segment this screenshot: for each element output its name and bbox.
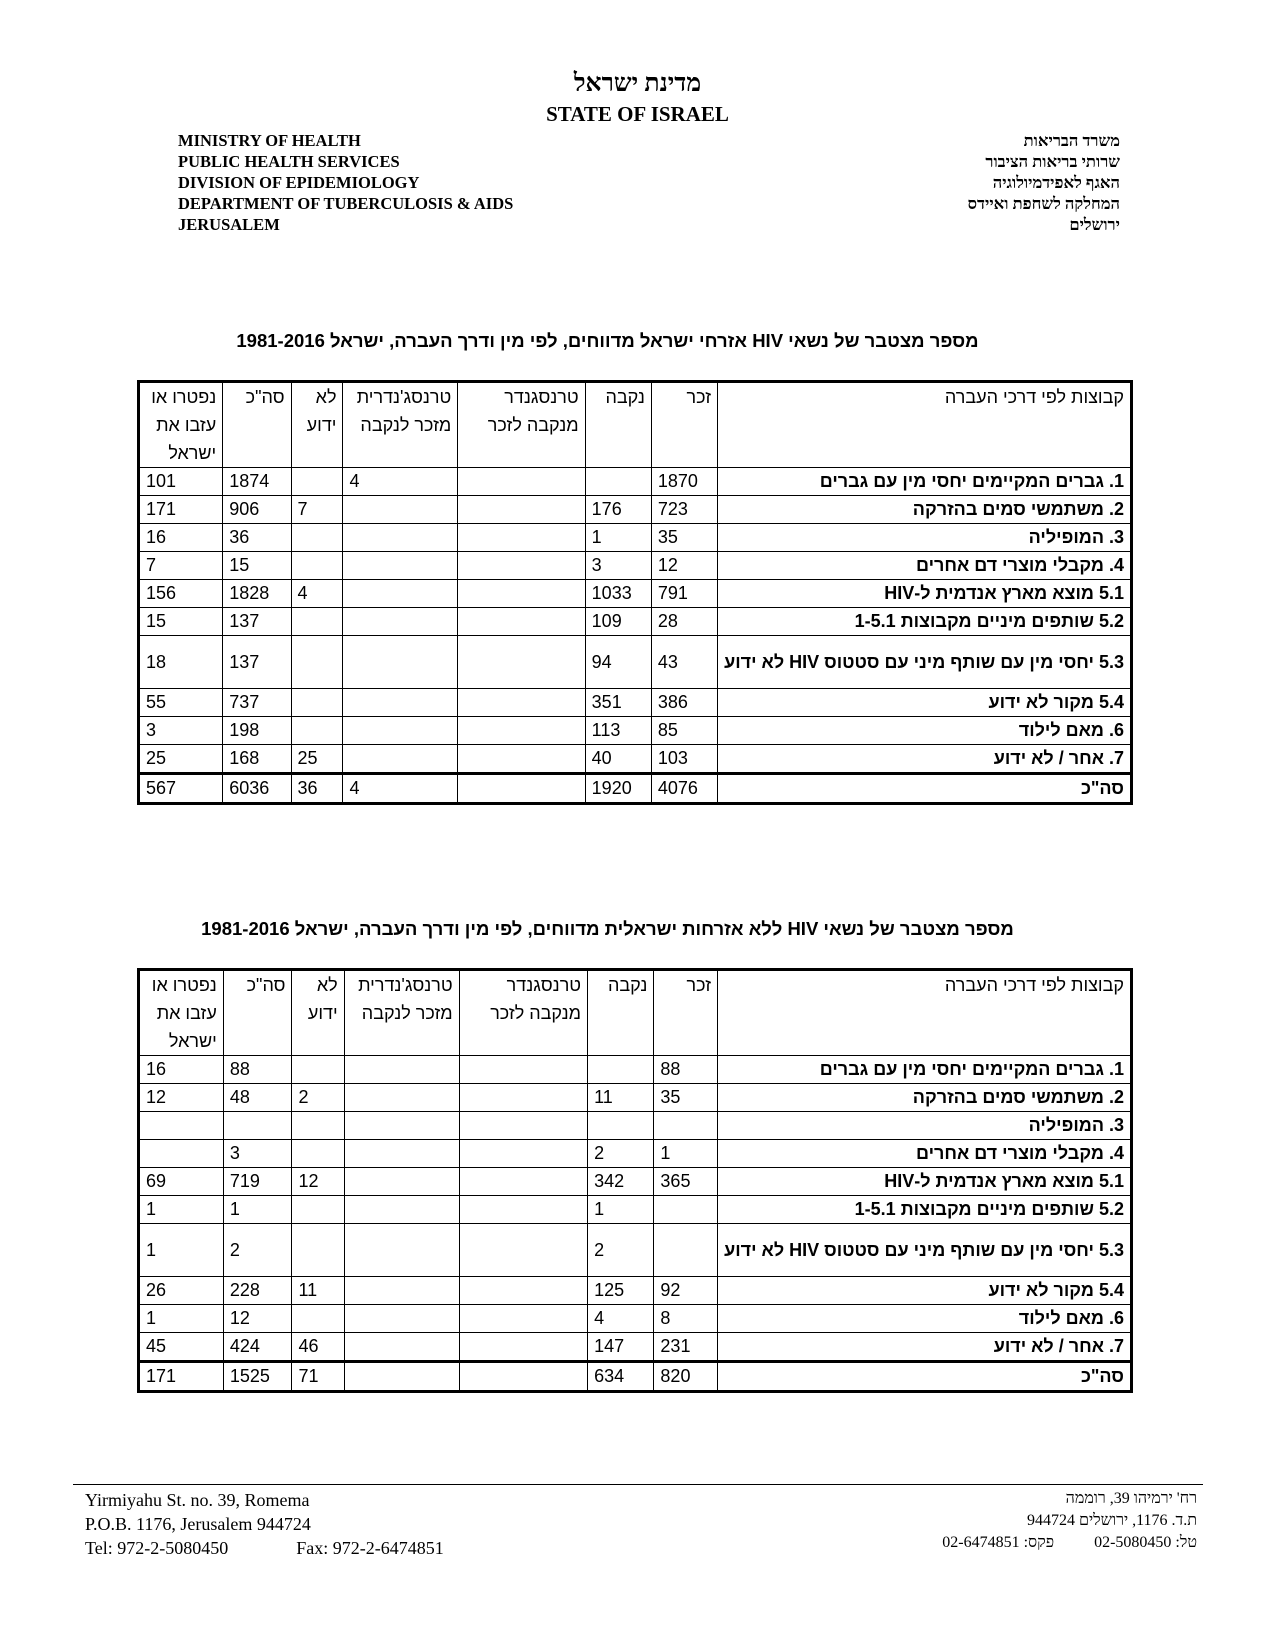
value-cell: 2 [292, 1084, 344, 1112]
value-cell: 176 [585, 496, 651, 524]
value-cell: 4 [291, 580, 343, 608]
value-cell: 12 [292, 1168, 344, 1196]
value-cell: 634 [588, 1362, 654, 1392]
value-cell: 1 [585, 524, 651, 552]
value-cell [344, 1362, 459, 1392]
value-cell: 48 [223, 1084, 292, 1112]
group-label-cell: 6. מאם לילוד [718, 717, 1132, 745]
value-cell: 92 [654, 1277, 718, 1305]
header-line: JERUSALEM [178, 215, 280, 234]
value-cell: 11 [588, 1084, 654, 1112]
column-header: סה"כ [223, 970, 292, 1056]
value-cell [459, 1305, 587, 1333]
value-cell [344, 1084, 459, 1112]
table-row [139, 1140, 1132, 1168]
group-label-cell: 5.3 יחסי מין עם שותף מיני עם סטטוס HIV לא ידוע [718, 636, 1132, 689]
table-row [139, 1084, 1132, 1112]
value-cell: 424 [223, 1333, 292, 1362]
value-cell: 171 [139, 1362, 224, 1392]
value-cell: 55 [139, 689, 223, 717]
column-header: טרנסג'נדרית מזכר לנקבה [343, 382, 458, 468]
value-cell: 342 [588, 1168, 654, 1196]
column-header: נפטרו או עזבו את ישראל [139, 970, 224, 1056]
column-header: לא ידוע [291, 382, 343, 468]
value-cell: 16 [139, 1056, 224, 1084]
table-row [139, 717, 1132, 745]
value-cell: 2 [223, 1224, 292, 1277]
value-cell [588, 1112, 654, 1140]
header-line: האגף לאפידמיולוגיה [992, 173, 1120, 192]
value-cell [292, 1056, 344, 1084]
value-cell: 737 [223, 689, 291, 717]
value-cell [292, 1224, 344, 1277]
value-cell [458, 552, 585, 580]
group-label-cell: 5.4 מקור לא ידוע [718, 1277, 1132, 1305]
ministry-header-hebrew [968, 130, 1120, 235]
table-row [139, 1305, 1132, 1333]
value-cell [459, 1168, 587, 1196]
table-title-non-citizens: מספר מצטבר של נשאי HIV ללא אזרחות ישראלית מדווחים, לפי מין ודרך העברה, ישראל 1981-2016 [201, 918, 1014, 939]
header-line: DEPARTMENT OF TUBERCULOSIS & AIDS [178, 194, 514, 213]
value-cell: 1 [223, 1196, 292, 1224]
table-header-row [139, 970, 1132, 1056]
value-cell: 7 [291, 496, 343, 524]
value-cell [459, 1333, 587, 1362]
value-cell: 88 [223, 1056, 292, 1084]
value-cell: 12 [651, 552, 717, 580]
value-cell: 35 [654, 1084, 718, 1112]
value-cell [654, 1224, 718, 1277]
group-label-cell: סה"כ [718, 774, 1132, 804]
column-header: טרנסגנדר מנקבה לזכר [458, 382, 585, 468]
value-cell: 4 [343, 774, 458, 804]
value-cell: 12 [223, 1305, 292, 1333]
value-cell [343, 689, 458, 717]
value-cell: 26 [139, 1277, 224, 1305]
ministry-header-english [178, 130, 513, 235]
value-cell [458, 468, 585, 496]
table-header-row [139, 382, 1132, 468]
value-cell: 365 [654, 1168, 718, 1196]
table-row [139, 1333, 1132, 1362]
table-row [139, 1224, 1132, 1277]
table-row [139, 1196, 1132, 1224]
value-cell [344, 1277, 459, 1305]
value-cell [585, 468, 651, 496]
footer-contact [85, 1536, 444, 1560]
value-cell: 137 [223, 608, 291, 636]
hiv-non-citizens-table [137, 968, 1133, 1393]
value-cell [344, 1056, 459, 1084]
table-row [139, 468, 1132, 496]
value-cell: 2 [588, 1224, 654, 1277]
value-cell [458, 689, 585, 717]
column-header: נקבה [585, 382, 651, 468]
value-cell: 351 [585, 689, 651, 717]
value-cell: 791 [651, 580, 717, 608]
value-cell [291, 552, 343, 580]
group-label-cell: 7. אחר / לא ידוע [718, 1333, 1132, 1362]
value-cell [654, 1112, 718, 1140]
table-row [139, 580, 1132, 608]
group-label-cell: 2. משתמשי סמים בהזרקה [718, 1084, 1132, 1112]
value-cell: 15 [223, 552, 291, 580]
value-cell: 94 [585, 636, 651, 689]
value-cell: 156 [139, 580, 223, 608]
table-row [139, 1277, 1132, 1305]
value-cell: 1920 [585, 774, 651, 804]
value-cell: 1 [139, 1305, 224, 1333]
group-label-cell: 1. גברים המקיימים יחסי מין עם גברים [718, 1056, 1132, 1084]
value-cell: 4 [588, 1305, 654, 1333]
footer-street: Yirmiyahu St. no. 39, Romema [85, 1490, 310, 1510]
value-cell [291, 524, 343, 552]
table-row [139, 524, 1132, 552]
value-cell: 723 [651, 496, 717, 524]
value-cell: 36 [223, 524, 291, 552]
value-cell: 137 [223, 636, 291, 689]
group-label-cell: 2. משתמשי סמים בהזרקה [718, 496, 1132, 524]
value-cell: 12 [139, 1084, 224, 1112]
value-cell [458, 717, 585, 745]
value-cell [459, 1140, 587, 1168]
value-cell [139, 1140, 224, 1168]
value-cell: 28 [651, 608, 717, 636]
value-cell [292, 1196, 344, 1224]
table-row [139, 636, 1132, 689]
column-header: לא ידוע [292, 970, 344, 1056]
table-total-row [139, 774, 1132, 804]
footer-pob: P.O.B. 1176, Jerusalem 944724 [85, 1514, 311, 1534]
value-cell: 147 [588, 1333, 654, 1362]
value-cell: 1 [654, 1140, 718, 1168]
value-cell [291, 608, 343, 636]
table-row [139, 1112, 1132, 1140]
value-cell [291, 636, 343, 689]
value-cell [343, 608, 458, 636]
value-cell: 85 [651, 717, 717, 745]
footer-contact [942, 1532, 1197, 1554]
value-cell [459, 1084, 587, 1112]
value-cell: 1828 [223, 580, 291, 608]
value-cell: 228 [223, 1277, 292, 1305]
footer-pob: ת.ד. 1176, ירושלים 944724 [1027, 1512, 1197, 1529]
value-cell: 198 [223, 717, 291, 745]
value-cell [344, 1140, 459, 1168]
table-total-row [139, 1362, 1132, 1392]
column-header: קבוצות לפי דרכי העברה [718, 970, 1132, 1056]
value-cell: 1874 [223, 468, 291, 496]
state-title-english: STATE OF ISRAEL [546, 102, 729, 126]
group-label-cell: 5.1 מוצא מארץ אנדמית ל-HIV [718, 580, 1132, 608]
value-cell [343, 552, 458, 580]
value-cell: 3 [585, 552, 651, 580]
value-cell [291, 717, 343, 745]
value-cell [344, 1224, 459, 1277]
value-cell [458, 636, 585, 689]
value-cell [459, 1112, 587, 1140]
table-row [139, 1168, 1132, 1196]
value-cell [459, 1277, 587, 1305]
table-row [139, 496, 1132, 524]
value-cell [139, 1112, 224, 1140]
header-line: משרד הבריאות [1023, 131, 1120, 150]
group-label-cell: 3. המופיליה [718, 1112, 1132, 1140]
value-cell [343, 745, 458, 774]
hiv-citizens-table [137, 380, 1133, 805]
group-label-cell: 4. מקבלי מוצרי דם אחרים [718, 1140, 1132, 1168]
value-cell: 101 [139, 468, 223, 496]
footer-fax: Fax: 972-2-6474851 [296, 1538, 444, 1558]
table-row [139, 745, 1132, 774]
value-cell: 25 [139, 745, 223, 774]
value-cell: 231 [654, 1333, 718, 1362]
value-cell [459, 1224, 587, 1277]
value-cell: 71 [292, 1362, 344, 1392]
value-cell [459, 1362, 587, 1392]
value-cell: 45 [139, 1333, 224, 1362]
value-cell [223, 1112, 292, 1140]
table-title-citizens: מספר מצטבר של נשאי HIV אזרחי ישראל מדווחים, לפי מין ודרך העברה, ישראל 1981-2016 [236, 330, 979, 351]
value-cell: 820 [654, 1362, 718, 1392]
value-cell: 171 [139, 496, 223, 524]
value-cell: 1 [139, 1196, 224, 1224]
group-label-cell: 5.2 שותפים מיניים מקבוצות 1-5.1 [718, 608, 1132, 636]
value-cell: 3 [139, 717, 223, 745]
group-label-cell: 6. מאם לילוד [718, 1305, 1132, 1333]
header-line: ירושלים [1069, 215, 1120, 234]
value-cell: 386 [651, 689, 717, 717]
value-cell: 15 [139, 608, 223, 636]
value-cell: 2 [588, 1140, 654, 1168]
value-cell: 35 [651, 524, 717, 552]
column-header: קבוצות לפי דרכי העברה [718, 382, 1132, 468]
value-cell [654, 1196, 718, 1224]
value-cell [291, 689, 343, 717]
value-cell: 3 [223, 1140, 292, 1168]
value-cell [344, 1305, 459, 1333]
value-cell: 25 [291, 745, 343, 774]
value-cell: 1 [588, 1196, 654, 1224]
value-cell: 11 [292, 1277, 344, 1305]
value-cell: 168 [223, 745, 291, 774]
value-cell: 4 [343, 468, 458, 496]
value-cell [458, 580, 585, 608]
group-label-cell: 5.1 מוצא מארץ אנדמית ל-HIV [718, 1168, 1132, 1196]
header-line: DIVISION OF EPIDEMIOLOGY [178, 173, 420, 192]
value-cell: 4076 [651, 774, 717, 804]
value-cell: 103 [651, 745, 717, 774]
value-cell [344, 1112, 459, 1140]
header-line: שרותי בריאות הציבור [985, 152, 1120, 171]
table-row [139, 689, 1132, 717]
footer-address-english [85, 1488, 444, 1560]
value-cell [343, 496, 458, 524]
value-cell [343, 524, 458, 552]
value-cell: 6036 [223, 774, 291, 804]
table-row [139, 1056, 1132, 1084]
footer-tel: טל: 02-5080450 [1094, 1534, 1197, 1551]
group-label-cell: 3. המופיליה [718, 524, 1132, 552]
value-cell: 1 [139, 1224, 224, 1277]
value-cell: 113 [585, 717, 651, 745]
value-cell: 69 [139, 1168, 224, 1196]
value-cell [459, 1196, 587, 1224]
value-cell [588, 1056, 654, 1084]
value-cell: 7 [139, 552, 223, 580]
footer-street: רח' ירמיהו 39, רוממה [1065, 1490, 1197, 1507]
column-header: זכר [651, 382, 717, 468]
group-label-cell: סה"כ [718, 1362, 1132, 1392]
table-row [139, 608, 1132, 636]
header-line: המחלקה לשחפת ואיידס [967, 194, 1120, 213]
value-cell [459, 1056, 587, 1084]
value-cell [458, 774, 585, 804]
value-cell [344, 1168, 459, 1196]
column-header: טרנסג'נדרית מזכר לנקבה [344, 970, 459, 1056]
value-cell [343, 717, 458, 745]
value-cell: 1870 [651, 468, 717, 496]
header-line: MINISTRY OF HEALTH [178, 131, 361, 150]
value-cell: 18 [139, 636, 223, 689]
value-cell: 8 [654, 1305, 718, 1333]
group-label-cell: 4. מקבלי מוצרי דם אחרים [718, 552, 1132, 580]
footer-fax: פקס: 02-6474851 [942, 1534, 1055, 1551]
value-cell: 36 [291, 774, 343, 804]
value-cell: 109 [585, 608, 651, 636]
table-row [139, 552, 1132, 580]
value-cell: 43 [651, 636, 717, 689]
group-label-cell: 5.3 יחסי מין עם שותף מיני עם סטטוס HIV לא ידוע [718, 1224, 1132, 1277]
value-cell: 40 [585, 745, 651, 774]
footer-address-hebrew [942, 1488, 1197, 1554]
value-cell [343, 580, 458, 608]
footer-tel: Tel: 972-2-5080450 [85, 1538, 229, 1558]
value-cell: 46 [292, 1333, 344, 1362]
value-cell [458, 745, 585, 774]
value-cell [458, 496, 585, 524]
value-cell [292, 1140, 344, 1168]
group-label-cell: 7. אחר / לא ידוע [718, 745, 1132, 774]
group-label-cell: 5.2 שותפים מיניים מקבוצות 1-5.1 [718, 1196, 1132, 1224]
column-header: סה"כ [223, 382, 291, 468]
value-cell [292, 1112, 344, 1140]
value-cell: 16 [139, 524, 223, 552]
value-cell: 719 [223, 1168, 292, 1196]
value-cell [292, 1305, 344, 1333]
value-cell [343, 636, 458, 689]
value-cell [344, 1196, 459, 1224]
group-label-cell: 1. גברים המקיימים יחסי מין עם גברים [718, 468, 1132, 496]
group-label-cell: 5.4 מקור לא ידוע [718, 689, 1132, 717]
column-header: נקבה [588, 970, 654, 1056]
column-header: זכר [654, 970, 718, 1056]
value-cell [458, 608, 585, 636]
header-line: PUBLIC HEALTH SERVICES [178, 152, 400, 171]
column-header: טרנסגנדר מנקבה לזכר [459, 970, 587, 1056]
value-cell [291, 468, 343, 496]
footer-divider [73, 1484, 1203, 1485]
value-cell: 88 [654, 1056, 718, 1084]
value-cell [344, 1333, 459, 1362]
value-cell: 906 [223, 496, 291, 524]
column-header: נפטרו או עזבו את ישראל [139, 382, 223, 468]
value-cell: 1525 [223, 1362, 292, 1392]
value-cell: 1033 [585, 580, 651, 608]
value-cell [458, 524, 585, 552]
value-cell: 125 [588, 1277, 654, 1305]
state-title-hebrew: מדינת ישראל [573, 70, 702, 97]
value-cell: 567 [139, 774, 223, 804]
